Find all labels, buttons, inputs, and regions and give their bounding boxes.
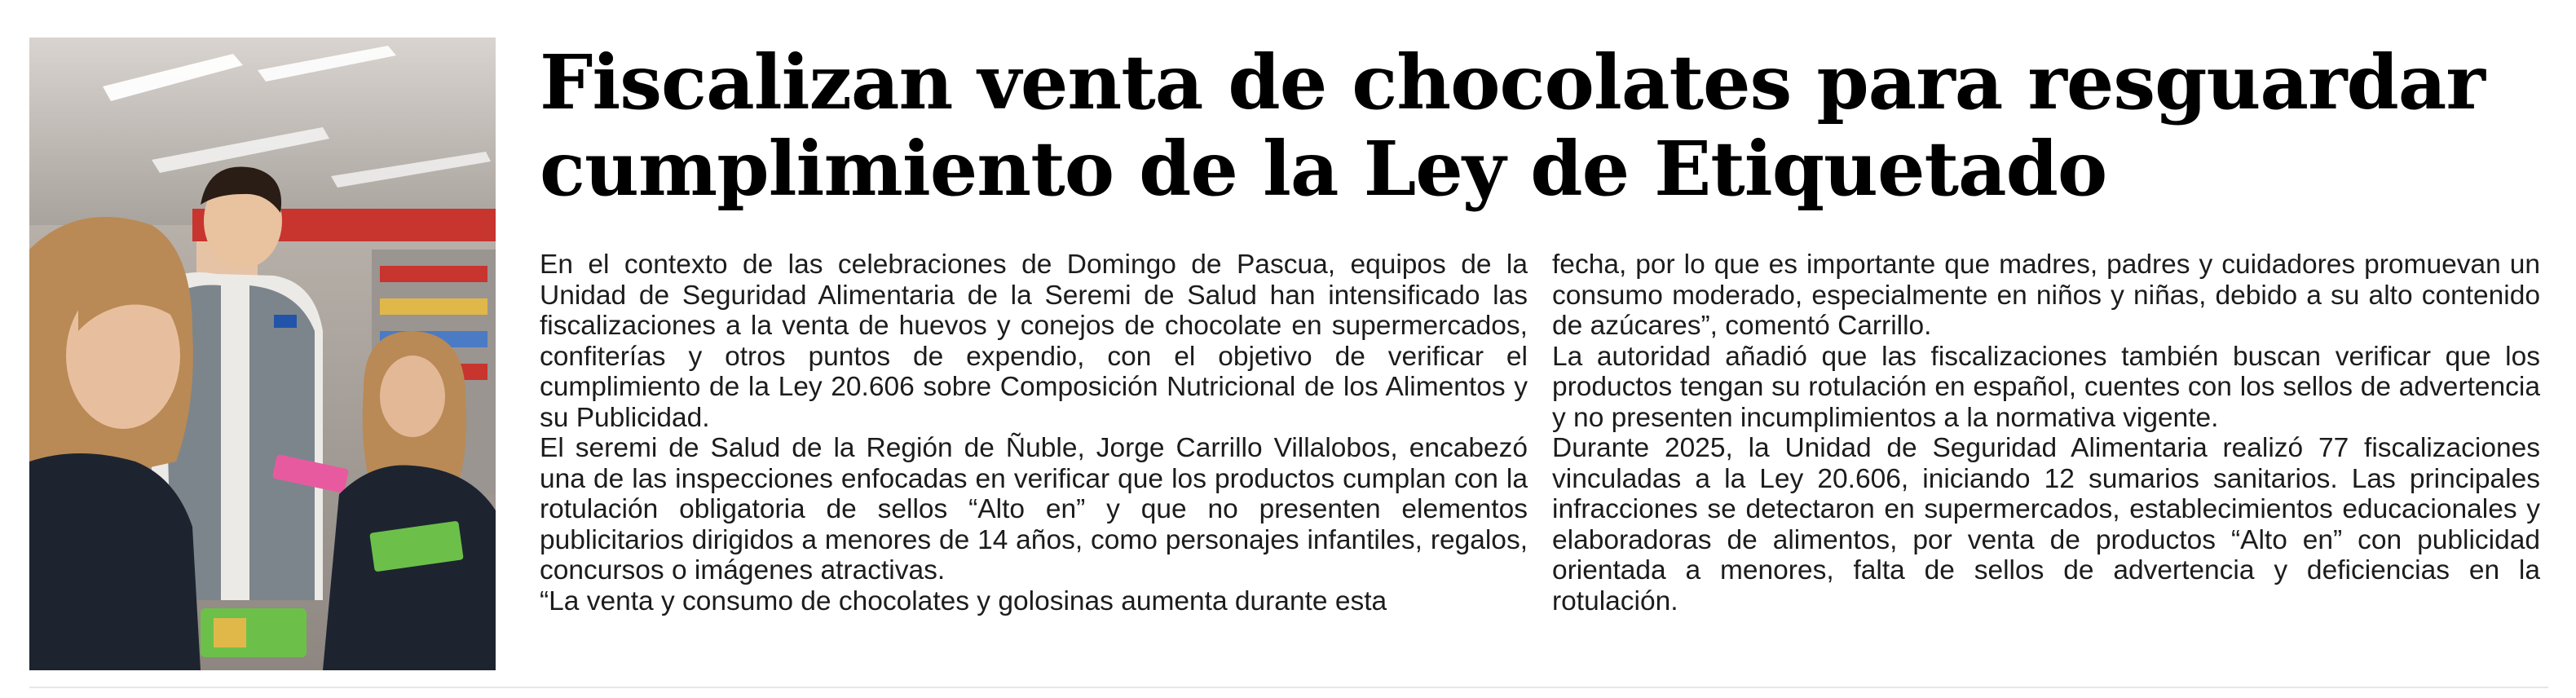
paragraph: La autoridad añadió que las fiscalizaciones también buscan verificar que los productos tengan su rotulación en español, cuentes con los sellos de advertencia y no presenten incumplimientos a la normativa vigente. xyxy=(1552,341,2540,433)
inspector-vest-right xyxy=(249,285,315,600)
paragraph: fecha, por lo que es importante que madres, padres y cuidadores promuevan un consumo moderado, especialmente en niños y niñas, debido a su alto contenido de azúcares”, comentó Carrillo. xyxy=(1552,250,2540,341)
article-photo xyxy=(29,38,496,670)
woman-right-jacket xyxy=(323,465,496,670)
paragraph: Durante 2025, la Unidad de Seguridad Alimentaria realizó 77 fiscalizaciones vinculadas a la Ley 20.606, iniciando 12 sumarios sanitarios. Las principales infracciones se detectaron en supermercados, establecimientos educacionales y elaboradoras de alimentos, por venta de productos “Alto en” con publicidad orientada a menores, falta de sellos de advertencia y deficiencias en la rotulación. xyxy=(1552,433,2540,616)
article-column-1 xyxy=(540,250,1528,616)
headline-line-2: cumplimiento de la Ley de Etiquetado xyxy=(540,125,2107,213)
woman-right-face-front xyxy=(380,356,445,437)
paragraph: “La venta y consumo de chocolates y golosinas aumenta durante esta xyxy=(540,585,1387,616)
paragraph: En el contexto de las celebraciones de Domingo de Pascua, equipos de la Unidad de Seguridad Alimentaria de la Seremi de Salud han intensificado las fiscalizaciones a la venta de huevos y conejos de chocolate en supermercados, confiterías y otros puntos de expendio, con el objetivo de verificar el cumplimiento de la Ley 20.606 sobre Composición Nutricional de los Alimentos y su Publicidad. xyxy=(540,250,1528,433)
article-headline xyxy=(540,39,2545,212)
article-column-2 xyxy=(1552,250,2540,616)
headline-line-1: Fiscalizan venta de chocolates para resguardar xyxy=(540,38,2485,126)
inspection-photo-illustration xyxy=(29,38,496,670)
paragraph: El seremi de Salud de la Región de Ñuble, Jorge Carrillo Villalobos, encabezó una de las inspecciones enfocadas en verificar que los productos cumplan con la rotulación obligatoria de sellos “Alto en” y que no presenten elementos publicitarios dirigidos a menores de 14 años, como personajes infantiles, regalos, concursos o imágenes atractivas. xyxy=(540,433,1528,585)
vest-badge xyxy=(274,315,297,328)
shelf-product-row xyxy=(380,298,487,315)
bottom-rule xyxy=(29,687,2548,688)
shelf-product-row xyxy=(380,266,487,282)
product-label xyxy=(214,618,246,647)
